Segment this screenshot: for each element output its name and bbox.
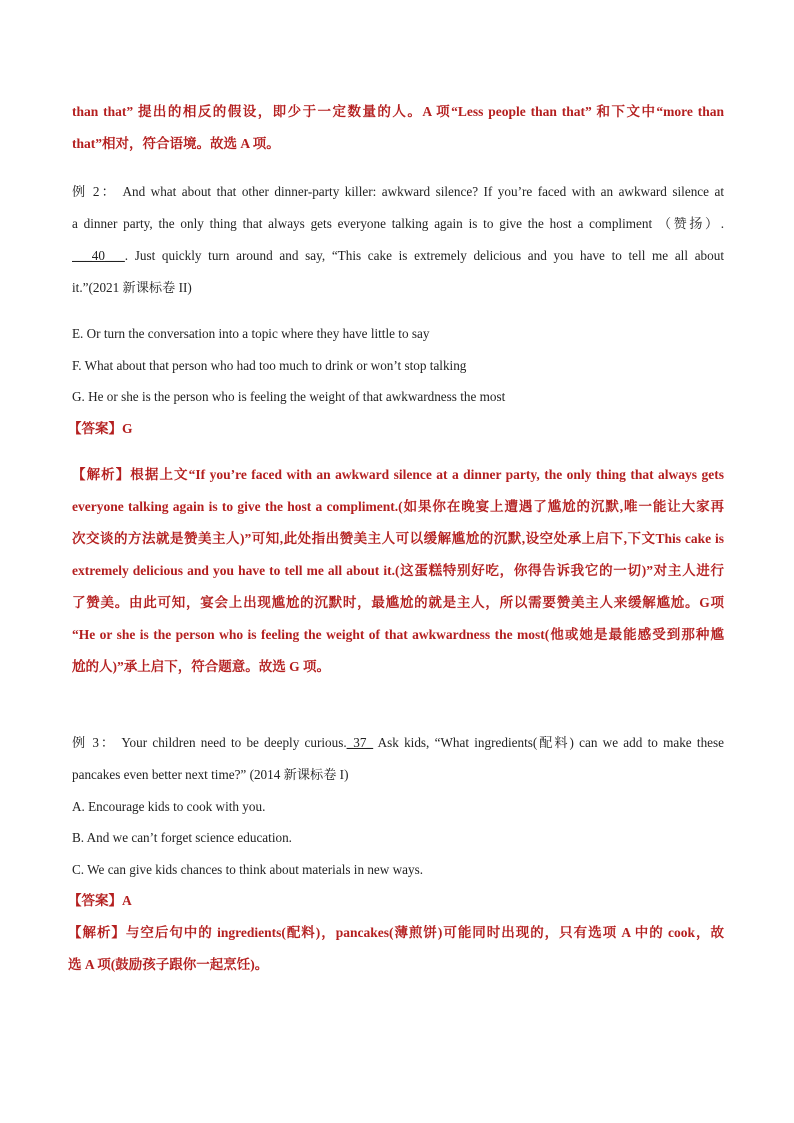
option-c: C. We can give kids chances to think about materials in new ways. xyxy=(72,861,424,877)
analysis-line: “He or she is the person who is feeling the weight of that awkwardness the most(他或她是最能感受到那种尴 xyxy=(72,626,724,642)
example-2 xyxy=(72,176,724,304)
analysis-line: 了赞美。由此可知，宴会上出现尴尬的沉默时，最尴尬的就是主人，所以需要赞美主人来缓解尴尬。G项 xyxy=(72,594,724,610)
blank-37: _37_ xyxy=(346,734,374,750)
example-2-line: ___40___. Just quickly turn around and say, “This cake is extremely delicious and you have to tell me all about xyxy=(72,248,724,263)
option-e: E. Or turn the conversation into a topic where they have little to say xyxy=(72,326,430,341)
example-3-line: 例 3： Your children need to be deeply curious._37_ Ask kids, “What ingredients(配料) can we add to make these xyxy=(72,734,724,750)
example-2-analysis xyxy=(72,459,724,683)
analysis-line: extremely delicious and you have to tell me all about it.(这蛋糕特别好吃，你得告诉我它的一切)”对主人进行 xyxy=(72,562,724,578)
example-3-answer: 【答案】A xyxy=(68,893,132,908)
blank-40: ___40___ xyxy=(72,248,125,263)
document-page xyxy=(68,96,724,981)
analysis-line: 尬的人)”承上启下，符合题意。故选 G 项。 xyxy=(72,658,330,674)
option-g: G. He or she is the person who is feeling the weight of that awkwardness the most xyxy=(72,389,506,404)
option-a: A. Encourage kids to cook with you. xyxy=(72,798,266,814)
example-2-answer: 【答案】G xyxy=(68,420,133,436)
analysis-line: everyone talking again is to give the host a compliment.(如果你在晚宴上遭遇了尴尬的沉默,唯一能让大家再 xyxy=(72,498,724,514)
example-3-analysis xyxy=(68,917,724,981)
example-3 xyxy=(72,727,724,791)
intro-analysis-line: than that” 提出的相反的假设，即少于一定数量的人。A 项“Less people than that” 和下文中“more than xyxy=(72,104,724,119)
analysis-line: 选 A 项(鼓励孩子跟你一起烹饪)。 xyxy=(68,957,269,972)
example-2-line: it.”(2021 新课标卷 II) xyxy=(72,280,192,295)
example-3-options xyxy=(72,791,724,886)
analysis-line: 【解析】根据上文“If you’re faced with an awkward silence at a dinner party, the only thing that always gets xyxy=(72,466,724,482)
example-2-line: a dinner party, the only thing that always gets everyone talking again is to give the host a compliment （赞扬）. xyxy=(72,216,724,231)
option-b: B. And we can’t forget science education. xyxy=(72,830,292,845)
option-f: F. What about that person who had too much to drink or won’t stop talking xyxy=(72,357,467,373)
example-2-options xyxy=(72,318,724,413)
intro-analysis xyxy=(72,96,724,160)
analysis-line: 次交谈的方法就是赞美主人)”可知,此处指出赞美主人可以缓解尴尬的沉默,设空处承上启下,下文This cake is xyxy=(72,530,724,546)
example-3-line: pancakes even better next time?” (2014 新课标卷 I) xyxy=(72,766,349,782)
example-2-line: 例 2： And what about that other dinner-party killer: awkward silence? If you’re faced with an awkward silence at xyxy=(72,184,724,199)
analysis-line: 【解析】与空后句中的 ingredients(配料)，pancakes(薄煎饼)可能同时出现的，只有选项 A 中的 cook，故 xyxy=(68,925,724,940)
intro-analysis-line: that”相对，符合语境。故选 A 项。 xyxy=(72,136,280,151)
